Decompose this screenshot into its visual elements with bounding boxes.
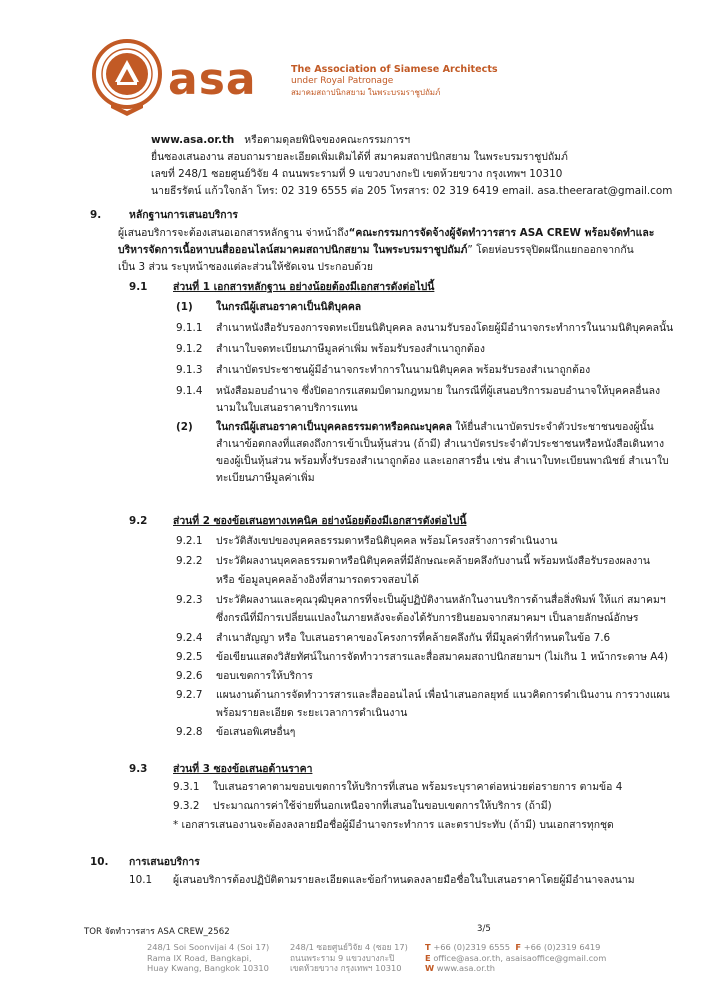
- item-9-2-3-text: ประวัติผลงานและคุณวุฒิบุคลากรที่จะเป็นผู้ปฏิบัติงานหลักในงานบริการด้านสื่อสิ่งพิมพ์ ให้แก่ สมาคมฯ: [216, 594, 666, 606]
- footer-contacts: [425, 942, 606, 974]
- case-2-number: (2): [176, 421, 193, 433]
- item-9-3-1-text: ใบเสนอราคาตามขอบเขตการให้บริการที่เสนอ พร้อมระบุราคาต่อหน่วยต่อรายการ ตามข้อ 4: [213, 781, 623, 793]
- item-9-2-3-text-cont: ซึ่งกรณีที่มีการเปลี่ยนแปลงในภายหลังจะต้องได้รับการยินยอมจากสมาคมฯ เป็นลายลักษณ์อักษร: [216, 612, 639, 624]
- signature-note: * เอกสารเสนองานจะต้องลงลายมือชื่อผู้มีอำนาจกระทำการ และตราประทับ (ถ้ามี) บนเอกสารทุกชุด: [173, 819, 614, 831]
- item-10-1-text: ผู้เสนอบริการต้องปฏิบัติตามรายละเอียดและข้อกำหนดลงลายมือชื่อในใบเสนอราคาโดยผู้มีอำนาจลงนาม: [173, 874, 635, 886]
- item-9-3-1-number: 9.3.1: [173, 781, 200, 793]
- item-9-2-1-text: ประวัติสังเขปของบุคคลธรรมดาหรือนิติบุคคล พร้อมโครงสร้างการดำเนินงาน: [216, 535, 558, 547]
- item-9-1-3-text: สำเนาบัตรประชาชนผู้มีอำนาจกระทำการในนามนิติบุคคล พร้อมรับรองสำเนาถูกต้อง: [216, 364, 591, 376]
- item-9-2-5-number: 9.2.5: [176, 651, 203, 663]
- case-1-number: (1): [176, 301, 193, 313]
- asa-wordmark-logo: [168, 56, 284, 102]
- website-note: หรือตามดุลยพินิจของคณะกรรมการฯ: [244, 134, 411, 146]
- item-9-2-1-number: 9.2.1: [176, 535, 203, 547]
- org-name-block: [291, 64, 498, 98]
- item-9-3-2-number: 9.3.2: [173, 800, 200, 812]
- section-9-title: หลักฐานการเสนอบริการ: [129, 209, 239, 221]
- footer-page-number: 3/5: [477, 924, 491, 934]
- item-9-2-7-text: แผนงานด้านการจัดทำวารสารและสื่อออนไลน์ เพื่อนำเสนอกลยุทธ์ แนวคิดการดำเนินงาน การวางแผน: [216, 689, 670, 701]
- item-9-2-6-text: ขอบเขตการให้บริการ: [216, 670, 313, 682]
- footer-address-en: 248/1 Soi Soonvijai 4 (Soi 17) Rama IX Road, Bangkapi, Huay Kwang, Bangkok 10310: [147, 942, 270, 973]
- section-10-title: การเสนอบริการ: [129, 856, 200, 868]
- org-name-en-line1: The Association of Siamese Architects: [291, 64, 498, 75]
- item-9-1-4-number: 9.1.4: [176, 385, 203, 397]
- footer-web: W www.asa.or.th: [425, 963, 496, 973]
- website-link[interactable]: www.asa.or.th: [151, 134, 235, 146]
- item-9-1-2-text: สำเนาใบจดทะเบียนภาษีมูลค่าเพิ่ม พร้อมรับรองสำเนาถูกต้อง: [216, 343, 485, 355]
- case-2-line1: ในกรณีผู้เสนอราคาเป็นบุคคลธรรมดาหรือคณะบุคคล ให้ยื่นสำเนาบัตรประจำตัวประชาชนของผู้นั้น: [216, 421, 654, 433]
- section-9-1-number: 9.1: [129, 281, 148, 293]
- item-9-1-1-text: สำเนาหนังสือรับรองการจดทะเบียนนิติบุคคล ลงนามรับรองโดยผู้มีอำนาจกระทำการในนามนิติบุคคลนั้น: [216, 322, 674, 334]
- item-10-1-number: 10.1: [129, 874, 153, 886]
- contact-line2: ยื่นซองเสนองาน สอบถามรายละเอียดเพิ่มเติมได้ที่ สมาคมสถาปนิกสยาม ในพระบรมราชูปถัมภ์: [151, 151, 568, 163]
- contact-address: เลขที่ 248/1 ซอยศูนย์วิจัย 4 ถนนพระรามที่ 9 แขวงบางกะปิ เขตห้วยขวาง กรุงเทพฯ 10310: [151, 168, 563, 180]
- section-10-number: 10.: [90, 856, 109, 868]
- footer-email: E office@asa.or.th, asaisaoffice@gmail.com: [425, 952, 607, 963]
- section-9-2-title: ส่วนที่ 2 ซองข้อเสนอทางเทคนิค อย่างน้อยต้องมีเอกสารดังต่อไปนี้: [173, 515, 467, 527]
- section-9-3-number: 9.3: [129, 763, 148, 775]
- case-2-line3: ของผู้เป็นหุ้นส่วน พร้อมทั้งรับรองสำเนาถูกต้อง และเอกสารอื่น เช่น สำเนาใบทะเบียนพาณิชย์ สำเนาใบ: [216, 455, 669, 467]
- section-9-3-title: ส่วนที่ 3 ซองข้อเสนอด้านราคา: [173, 763, 313, 775]
- item-9-1-4-text-cont: นามในใบเสนอราคาบริการแทน: [216, 402, 358, 414]
- item-9-3-2-text: ประมาณการค่าใช้จ่ายที่นอกเหนือจากที่เสนอในขอบเขตการให้บริการ (ถ้ามี): [213, 800, 552, 812]
- item-9-2-7-number: 9.2.7: [176, 689, 203, 701]
- footer-tel-fax: T +66 (0)2319 6555 F +66 (0)2319 6419: [425, 942, 601, 952]
- section-9-intro-line1: ผู้เสนอบริการจะต้องเสนอเอกสารหลักฐาน จ่าหน้าถึง“คณะกรรมการจัดจ้างผู้จัดทำวารสาร ASA CREW พร้อมจัดทำและ: [118, 227, 655, 239]
- section-9-intro-line3: เป็น 3 ส่วน ระบุหน้าซองแต่ละส่วนให้ชัดเจน ประกอบด้วย: [118, 261, 373, 273]
- section-9-1-title: ส่วนที่ 1 เอกสารหลักฐาน อย่างน้อยต้องมีเอกสารดังต่อไปนี้: [173, 281, 435, 293]
- item-9-2-2-text: ประวัติผลงานบุคคลธรรมดาหรือนิติบุคคลที่มีลักษณะคล้ายคลึงกับงานนี้ พร้อมหนังสือรับรองผลงาน: [216, 555, 651, 567]
- org-name-en-line2: under Royal Patronage: [291, 76, 394, 86]
- item-9-2-8-text: ข้อเสนอพิเศษอื่นๆ: [216, 726, 296, 738]
- item-9-2-4-text: สำเนาสัญญา หรือ ใบเสนอราคาของโครงการที่คล้ายคลึงกัน ที่มีมูลค่าที่กำหนดในข้อ 7.6: [216, 632, 611, 644]
- section-9-intro-line2: บริหารจัดการเนื้อหาบนสื่อออนไลน์สมาคมสถาปนิกสยาม ในพระบรมราชูปถัมภ์” โดยห่อบรรจุปิดผนึกแยกออกจากกัน: [118, 244, 634, 256]
- item-9-1-2-number: 9.1.2: [176, 343, 203, 355]
- asa-wordmark-text: asa: [168, 56, 257, 102]
- item-9-2-7-text-cont: พร้อมรายละเอียด ระยะเวลาการดำเนินงาน: [216, 707, 408, 719]
- case-2-line4: ทะเบียนภาษีมูลค่าเพิ่ม: [216, 472, 315, 484]
- item-9-1-1-number: 9.1.1: [176, 322, 203, 334]
- org-name-th: สมาคมสถาปนิกสยาม ในพระบรมราชูปถัมภ์: [291, 88, 441, 97]
- section-9-number: 9.: [90, 209, 102, 221]
- item-9-2-5-text: ข้อเขียนแสดงวิสัยทัศน์ในการจัดทำวารสารและสื่อสมาคมสถาปนิกสยามฯ (ไม่เกิน 1 หน้ากระดาษ A4): [216, 651, 669, 663]
- item-9-2-3-number: 9.2.3: [176, 594, 203, 606]
- item-9-2-4-number: 9.2.4: [176, 632, 203, 644]
- case-1-title: ในกรณีผู้เสนอราคาเป็นนิติบุคคล: [216, 301, 362, 313]
- item-9-1-4-text: หนังสือมอบอำนาจ ซึ่งปิดอากรแสตมป์ตามกฎหมาย ในกรณีที่ผู้เสนอบริการมอบอำนาจให้บุคคลอื่นลง: [216, 385, 661, 397]
- case-2-line2: สำเนาข้อตกลงที่แสดงถึงการเข้าเป็นหุ้นส่วน (ถ้ามี) สำเนาบัตรประจำตัวประชาชนหรือหนังสือเดินทาง: [216, 438, 665, 450]
- section-9-2-number: 9.2: [129, 515, 148, 527]
- item-9-2-8-number: 9.2.8: [176, 726, 203, 738]
- item-9-2-6-number: 9.2.6: [176, 670, 203, 682]
- item-9-2-2-number: 9.2.2: [176, 555, 203, 567]
- asa-seal-logo: [91, 38, 163, 118]
- footer-address-th: 248/1 ซอยศูนย์วิจัย 4 (ซอย 17) ถนนพระราม 9 แขวงบางกะปิ เขตห้วยขวาง กรุงเทพฯ 10310: [290, 942, 408, 973]
- contact-line1: [151, 133, 410, 147]
- footer-doc-ref: TOR จัดทำวารสาร ASA CREW_2562: [84, 927, 230, 937]
- contact-person: นายธีรรัตน์ แก้วใจกล้า โทร: 02 319 6555 ต่อ 205 โทรสาร: 02 319 6419 email. asa.theerarat@gmail.com: [151, 185, 673, 197]
- item-9-1-3-number: 9.1.3: [176, 364, 203, 376]
- item-9-2-2-text-cont: หรือ ข้อมูลบุคคลอ้างอิงที่สามารถตรวจสอบได้: [216, 574, 419, 586]
